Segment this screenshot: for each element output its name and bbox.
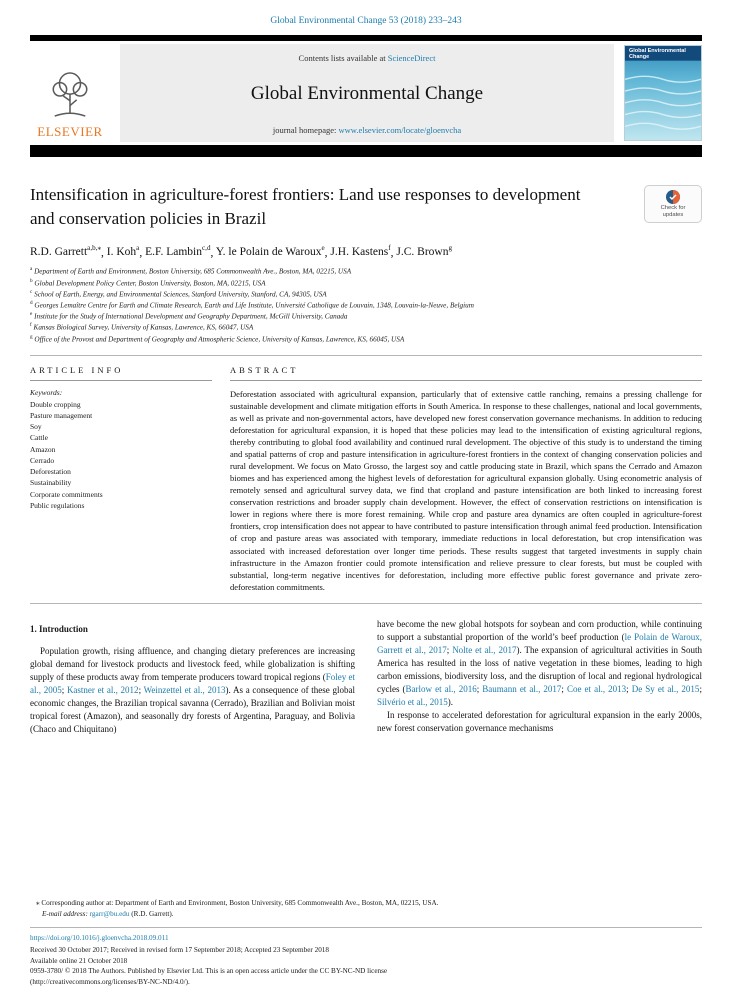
affiliation: $^f$ Kansas Biological Survey, University of Kansas, Lawrence, KS, 66047, USA (30, 322, 254, 332)
journal-banner (120, 44, 614, 142)
text-run: In response to accelerated deforestation for agricultural expansion in the early 2000s, new forest conservation governance mechanisms (377, 710, 702, 734)
header-rule (30, 145, 702, 157)
top-rule (30, 35, 702, 41)
author: I. Koh$^a$ (106, 244, 140, 259)
affiliation: $^a$ Department of Earth and Environment, Boston University, 685 Commonwealth Ave., Boston, MA, 02215, USA (30, 266, 352, 276)
article-info-abstract (30, 356, 702, 593)
homepage-prefix: journal homepage: (272, 125, 339, 135)
keyword: Double cropping (30, 399, 81, 409)
author: J.C. Brown$^g$ (396, 244, 453, 259)
elsevier-logo[interactable] (30, 44, 120, 142)
sciencedirect-link[interactable]: ScienceDirect (387, 53, 436, 63)
text-run: ; (476, 684, 483, 695)
keywords-label: Keywords: (30, 387, 63, 397)
article-title: Intensification in agriculture-forest frontiers: Land use responses to development and conservation policies in Brazil (30, 185, 581, 228)
section-divider-bottom (30, 603, 702, 604)
email-label: E-mail address: (42, 909, 90, 918)
affiliation: $^e$ Institute for the Study of International Development and Geography Department, McGill University, Canada (30, 311, 348, 321)
text-run: ; (699, 684, 702, 695)
text-run: ). (447, 697, 453, 708)
citation-link[interactable]: Foley et al., 2005 (30, 671, 355, 695)
copyright-line: 0959-3780/ © 2018 The Authors. Published by Elsevier Ltd. This is an open access article under the CC BY-NC-ND license (30, 967, 388, 976)
doi-link[interactable]: https://doi.org/10.1016/j.gloenvcha.2018.09.011 (30, 933, 169, 942)
crossmark-icon (666, 190, 680, 204)
keyword: Amazon (30, 444, 56, 454)
citation-link[interactable]: Silvério et al., 2015 (377, 697, 448, 708)
abstract-text: Deforestation associated with agricultural expansion, particularly that of extensive cattle ranching, remains a pressing challenge for sustainable development and climate mitigation efforts in South America. In response to these challenges, national and local governments, as well as private and non-governmental actors, have developed new forest conservation governance mechanisms. In addition to reducing deforestation for agricultural expansion, it is hoped that these policies may lead to the intensification of existing agricultural regions, thereby contributing to global food availability and continued rural development. The objective of this study is to understand the timing and spatial patterns of crop and pasture intensification in agriculture-forest frontiers in the context of changing conservation policies and rural development. We focus on Mato Grosso, the largest soy and cattle producing state in Brazil, which spans the Cerrado and Amazon biomes and has experienced among the highest levels of deforestation for agricultural expansion globally. Using econometric analysis of remotely sensed and agricultural survey data, we find that cropland and pasture intensification are both linked to increasing forest conservation restrictions and broader supply chain development. However, the effect of conservation restrictions on intensification is lower in regions where there is more forest remaining. While crop and pasture area dynamics are often coupled in agriculture-forest frontiers, crop intensification does not appear to have contributed to pasture intensification through animal feed production. Intensification of crop and pasture areas was associated with temporary, immediate reductions in local deforestation, but crop intensification was associated with increased deforestation over longer time periods. These results suggest that targeted investments in supply chain infrastructure in the Amazon frontier could promote intensification and relieve pressure to clear forests, but must be coupled with substantial, long-term negative incentives for deforestation, including more effective public forest governance and private zero-deforestation commitments. (230, 388, 702, 592)
citation-link[interactable]: Weinzettel et al., 2013 (143, 684, 226, 695)
keyword: Public regulations (30, 500, 85, 510)
homepage-line (126, 125, 608, 135)
affiliation-list (30, 266, 702, 344)
abstract-heading: ABSTRACT (230, 364, 299, 375)
journal-title: Global Environmental Change (250, 83, 484, 104)
elsevier-wordmark: ELSEVIER (37, 124, 103, 139)
check-for-updates-label: Check for updates (660, 204, 686, 218)
corresponding-author-note: ⁎ Corresponding author at: Department of Earth and Environment, Boston University, 685 Commonwealth Ave., Boston, MA, 02215, USA. (36, 898, 439, 907)
available-online: Available online 21 October 2018 (30, 956, 128, 965)
text-run: ). As a consequence of these global economic changes, the Brazilian tropical savanna (Cerrado), Brazilian and Bolivian moist tropical forest (Amazon), and seasonally dry forests of Argentina, Paraguay, and Bolivia (Chaco and Chiquitano) (30, 684, 355, 735)
author-list: R.D. Garrett$^{a,b,⁎}$, I. Koh$^a$, E.F. Lambin$^{c,d}$, Y. le Polain de Waroux$^e$, J.H. Kastens$^f$, J.C. Brown$^g$ (30, 244, 453, 259)
body-column-left (30, 618, 355, 736)
keyword-list (30, 399, 212, 512)
affiliation: $^d$ Georges Lemaître Centre for Earth and Climate Research, Earth and Life Institute, Université Catholique de Louvain, 1348, Louvain-la-Neuve, Belgium (30, 299, 474, 310)
citation-link[interactable]: Baumann et al., 2017 (482, 684, 562, 695)
license-line: (http://creativecommons.org/licenses/BY-NC-ND/4.0/). (30, 978, 190, 987)
cover-column (614, 44, 702, 142)
keyword: Cerrado (30, 455, 55, 465)
text-run: ; (561, 684, 567, 695)
page-footer (30, 898, 702, 989)
homepage-link[interactable]: www.elsevier.com/locate/gloenvcha (338, 125, 462, 135)
left-paragraphs (30, 645, 355, 736)
keyword: Deforestation (30, 467, 71, 477)
author: Y. le Polain de Waroux$^e$ (215, 244, 325, 259)
footer-divider (30, 927, 702, 928)
cover-journal-title: Global Environmental Change (629, 48, 686, 61)
citation-link[interactable]: Barlow et al., 2016 (405, 684, 477, 695)
text-run: ; (626, 684, 632, 695)
journal-header (30, 44, 702, 142)
article-body (30, 618, 702, 736)
paragraph (30, 645, 355, 736)
article-info-heading: ARTICLE INFO (30, 364, 124, 375)
abstract-rule (230, 380, 702, 381)
text-run: ). The expansion of agricultural activities in South America has resulted in the loss of native vegetation in these biomes, leading to high carbon emissions, biodiversity loss, and the disruption of local and regional hydrological cycles ( (377, 644, 702, 695)
text-run: have become the new global hotspots for soybean and corn production, while continuing to support a substantial proportion of the world’s beef production ( (377, 618, 702, 642)
text-run: ; (446, 644, 453, 655)
footnote-block (30, 898, 702, 920)
contents-line (126, 53, 608, 63)
affiliation: $^b$ Global Development Policy Center, Boston University, Boston, MA, 02215, USA (30, 277, 266, 287)
section-heading-introduction: 1. Introduction (30, 623, 88, 634)
email-line (30, 909, 702, 920)
body-column-right (377, 618, 702, 736)
author: R.D. Garrett$^{a,b,⁎}$ (30, 244, 102, 259)
article-info-section (30, 365, 212, 593)
received-dates: Received 30 October 2017; Received in revised form 17 September 2018; Accepted 23 September 2018 (30, 945, 329, 954)
affiliation: $^c$ School of Earth, Energy, and Environmental Sciences, Stanford University, Stanford, CA, 94305, USA (30, 288, 327, 299)
citation-link[interactable]: Kastner et al., 2012 (66, 684, 139, 695)
keyword: Soy (30, 422, 42, 432)
paragraph (377, 709, 702, 735)
journal-cover[interactable] (624, 45, 702, 141)
citation-link[interactable]: De Sy et al., 2015 (631, 684, 700, 695)
article-info-rule (30, 380, 212, 381)
email-link[interactable]: rgarr@bu.edu (89, 909, 130, 918)
citation-link[interactable]: le Polain de Waroux, Garrett et al., 2017 (377, 631, 702, 655)
citation-link[interactable]: Nolte et al., 2017 (452, 644, 517, 655)
author: E.F. Lambin$^{c,d}$ (145, 244, 211, 259)
contents-prefix: Contents lists available at (298, 53, 388, 63)
title-row (30, 183, 702, 231)
journal-citation: Global Environmental Change 53 (2018) 233–243 (270, 16, 462, 26)
right-paragraphs (377, 618, 702, 735)
citation-link[interactable]: Coe et al., 2013 (566, 684, 627, 695)
keyword: Corporate commitments (30, 489, 103, 499)
affiliation: $^g$ Office of the Provost and Department of Geography and Atmospheric Science, University of Kansas, Lawrence, KS, 66045, USA (30, 333, 405, 343)
paragraph (377, 618, 702, 709)
elsevier-tree-icon (48, 69, 92, 123)
keyword: Cattle (30, 433, 48, 443)
keyword: Pasture management (30, 410, 93, 420)
email-suffix: (R.D. Garrett). (129, 909, 174, 918)
keyword: Sustainability (30, 478, 72, 488)
abstract-section (230, 365, 702, 593)
check-for-updates-badge[interactable] (644, 185, 702, 223)
text-run: Population growth, rising affluence, and changing dietary preferences are increasing global demand for livestock products and livestock feed, while globalization is shifting supply of these products away from temperate producers toward tropical regions ( (30, 645, 355, 682)
author: J.H. Kastens$^f$ (330, 244, 391, 259)
text-run: ; (61, 684, 67, 695)
text-run: ; (138, 684, 144, 695)
